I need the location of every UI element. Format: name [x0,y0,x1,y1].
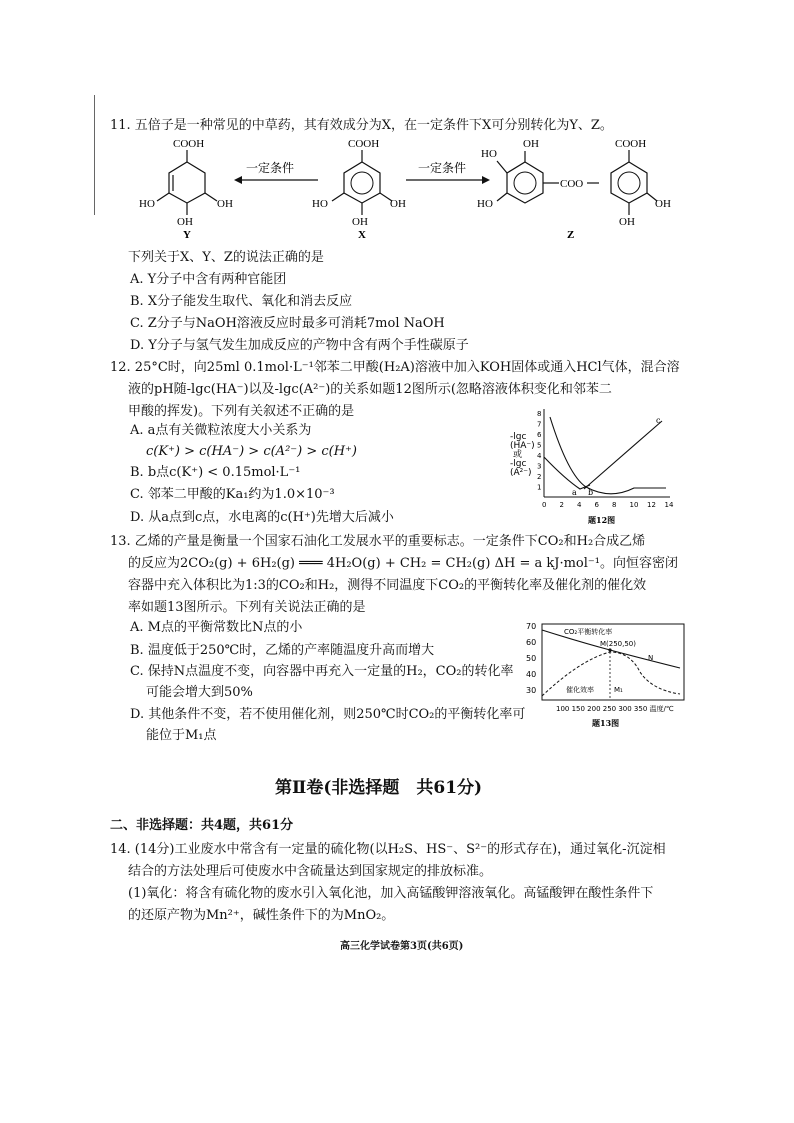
q13-option-d-cont: 能位于M₁点 [146,728,217,743]
z-oh-bottom: OH [619,216,635,228]
part2-title: 第Ⅱ卷(非选择题 共61分) [275,778,483,798]
fig13-ytick-label: 30 [526,686,537,695]
fig13-catalyst-curve [542,652,680,696]
fig12-xtick-label: 12 [647,501,656,509]
fig13-ytick-label: 50 [526,654,537,663]
fig12-xtick-label: 6 [594,501,599,509]
fig12-point-c: c [656,416,661,425]
z-label: Z [567,229,575,240]
fig12-ylabel-3: -lgc [510,459,527,469]
fig12-xtick-label: 10 [629,501,639,509]
q12-option-d[interactable]: D. 从a点到c点，水电离的c(H⁺)先增大后减小 [130,510,394,525]
q11-option-b[interactable]: B. X分子能发生取代、氧化和消去反应 [130,294,353,309]
q13-option-a[interactable]: A. M点的平衡常数比N点的小 [130,620,303,635]
fig12-line-rising [584,421,662,489]
fig12-xtick-label: 0 [542,501,547,509]
z-ho-top: HO [481,148,497,160]
fig12-curve-decreasing [550,417,666,494]
fig12-ylabel-0: -lgc [510,432,527,442]
arrow-left-label: 一定条件 [246,161,295,175]
y-oh-right: OH [217,198,233,210]
fig13-x-axis-labels: 100 150 200 250 300 350 温度/℃ [556,705,674,713]
fig13-caption: 题13图 [592,718,620,728]
part2-heading: 二、非选择题：共4题，共61分 [110,818,294,833]
z-oh-top: OH [523,138,539,150]
q11-option-d[interactable]: D. Y分子与氢气发生加成反应的产物中含有两个手性碳原子 [130,338,469,353]
fig13-label-n: N [648,654,654,662]
z-cooh: COOH [615,138,647,150]
fig12-point-b: b [588,488,594,497]
x-oh-right: OH [390,198,406,210]
q13-line2: 的反应为2CO₂(g) + 6H₂(g) ═══ 4H₂O(g) + CH₂ = CH₂(g) ΔH = a kJ·mol⁻¹。向恒容密闭 [128,556,678,571]
fig12-ytick-label: 8 [537,410,542,418]
q13-option-b[interactable]: B. 温度低于250℃时，乙烯的产率随温度升高而增大 [130,643,435,658]
arrow-right-label: 一定条件 [418,161,467,175]
fig12-ytick-label: 2 [537,473,542,481]
figure-12-chart [510,405,680,530]
q12-option-a[interactable]: A. a点有关微粒浓度大小关系为 [130,423,312,438]
fig12-ytick-label: 4 [537,452,542,460]
q12-line3: 甲酸的挥发)。下列有关叙述不正确的是 [128,404,355,419]
fig12-ylabel-1: (HA⁻) [510,441,535,451]
fig13-label-m: M(250,50) [600,640,636,648]
page-footer: 高三化学试卷第3页(共6页) [340,941,464,952]
z-ho-left: HO [477,198,493,210]
q12-option-c[interactable]: C. 邻苯二甲酸的Ka₁约为1.0×10⁻³ [130,487,335,502]
fig13-ytick-label: 70 [526,622,537,631]
reaction-arrow-left [232,160,320,190]
x-ho: HO [312,198,328,210]
q11-stem: 11. 五倍子是一种常见的中草药，其有效成分为X，在一定条件下X可分别转化为Y、Z。 [110,118,613,133]
z-coo: COO [560,178,584,190]
fig13-legend-cat: 催化效率 [566,686,594,694]
q12-option-b[interactable]: B. b点c(K⁺) < 0.15mol·L⁻¹ [130,465,301,480]
y-cooh: COOH [173,138,205,150]
q14-line3: (1)氧化：将含有硫化物的废水引入氧化池，加入高锰酸钾溶液氧化。高锰酸钾在酸性条件下 [128,886,654,901]
x-label: X [358,229,366,240]
q13-option-c[interactable]: C. 保持N点温度不变，向容器中再充入一定量的H₂，CO₂的转化率 [130,664,514,679]
molecule-z [475,135,685,240]
z-oh-right: OH [655,198,671,210]
q12-line1: 12. 25°C时，向25ml 0.1mol·L⁻¹邻苯二甲酸(H₂A)溶液中加入KOH固体或通入HCl气体，混合溶 [110,360,680,375]
fig12-ytick-label: 3 [537,462,542,471]
fig13-legend-co2: CO₂平衡转化率 [564,628,613,636]
y-oh-bottom: OH [177,216,193,228]
q13-line4: 率如题13图所示。下列有关说法正确的是 [128,600,366,615]
fig13-ytick-label: 60 [526,638,537,647]
fig13-label-m1: M₁ [614,686,623,694]
fig13-ytick-label: 40 [526,670,537,679]
q13-line3: 容器中充入体积比为1:3的CO₂和H₂，测得不同温度下CO₂的平衡转化率及催化剂的催化效 [128,578,647,593]
fig13-point-m [608,648,611,651]
fig12-ylabel-2: 或 [513,450,523,460]
q14-line2: 结合的方法处理后可使废水中含硫量达到国家规定的排放标准。 [128,864,493,879]
q14-line1: 14. (14分)工业废水中常含有一定量的硫化物(以H₂S、HS⁻、S²⁻的形式存在)，通过氧化-沉淀相 [110,842,666,857]
fig12-ytick-label: 6 [537,431,542,439]
q13-option-c-cont: 可能会增大到50% [146,685,253,700]
q12-option-a-relation: c(K⁺) > c(HA⁻) > c(A²⁻) > c(H⁺) [146,444,357,459]
q12-line2: 液的pH随-lgc(HA⁻)以及-lgc(A²⁻)的关系如题12图所示(忽略溶液体积变化和邻苯二 [128,382,612,397]
fig12-point-a: a [572,488,577,497]
fig12-caption: 题12图 [588,515,616,525]
fig12-ytick-label: 5 [537,441,542,450]
fig12-xtick-label: 4 [577,501,582,509]
q11-option-a[interactable]: A. Y分子中含有两种官能团 [130,272,287,287]
q14-line4: 的还原产物为Mn²⁺，碱性条件下的为MnO₂。 [128,908,395,923]
y-ho: HO [139,198,155,210]
fig12-xtick-label: 2 [559,501,564,509]
fig12-ylabel-4: (A²⁻) [510,468,532,478]
figure-13-chart [520,620,690,740]
q11-option-c[interactable]: C. Z分子与NaOH溶液反应时最多可消耗7mol NaOH [130,316,445,331]
q11-question: 下列关于X、Y、Z的说法正确的是 [128,250,324,265]
fig12-ytick-label: 1 [537,483,542,492]
x-oh-bottom: OH [352,216,368,228]
q13-option-d[interactable]: D. 其他条件不变，若不使用催化剂，则250℃时CO₂的平衡转化率可 [130,707,526,722]
fig12-ytick-label: 7 [537,420,542,429]
q13-line1: 13. 乙烯的产量是衡量一个国家石油化工发展水平的重要标志。一定条件下CO₂和H₂合成乙烯 [110,534,646,549]
fig12-xtick-label: 8 [612,501,617,509]
y-label: Y [183,229,191,240]
fig12-xtick-label: 14 [664,501,674,509]
margin-line [94,95,95,215]
x-cooh: COOH [348,138,380,150]
